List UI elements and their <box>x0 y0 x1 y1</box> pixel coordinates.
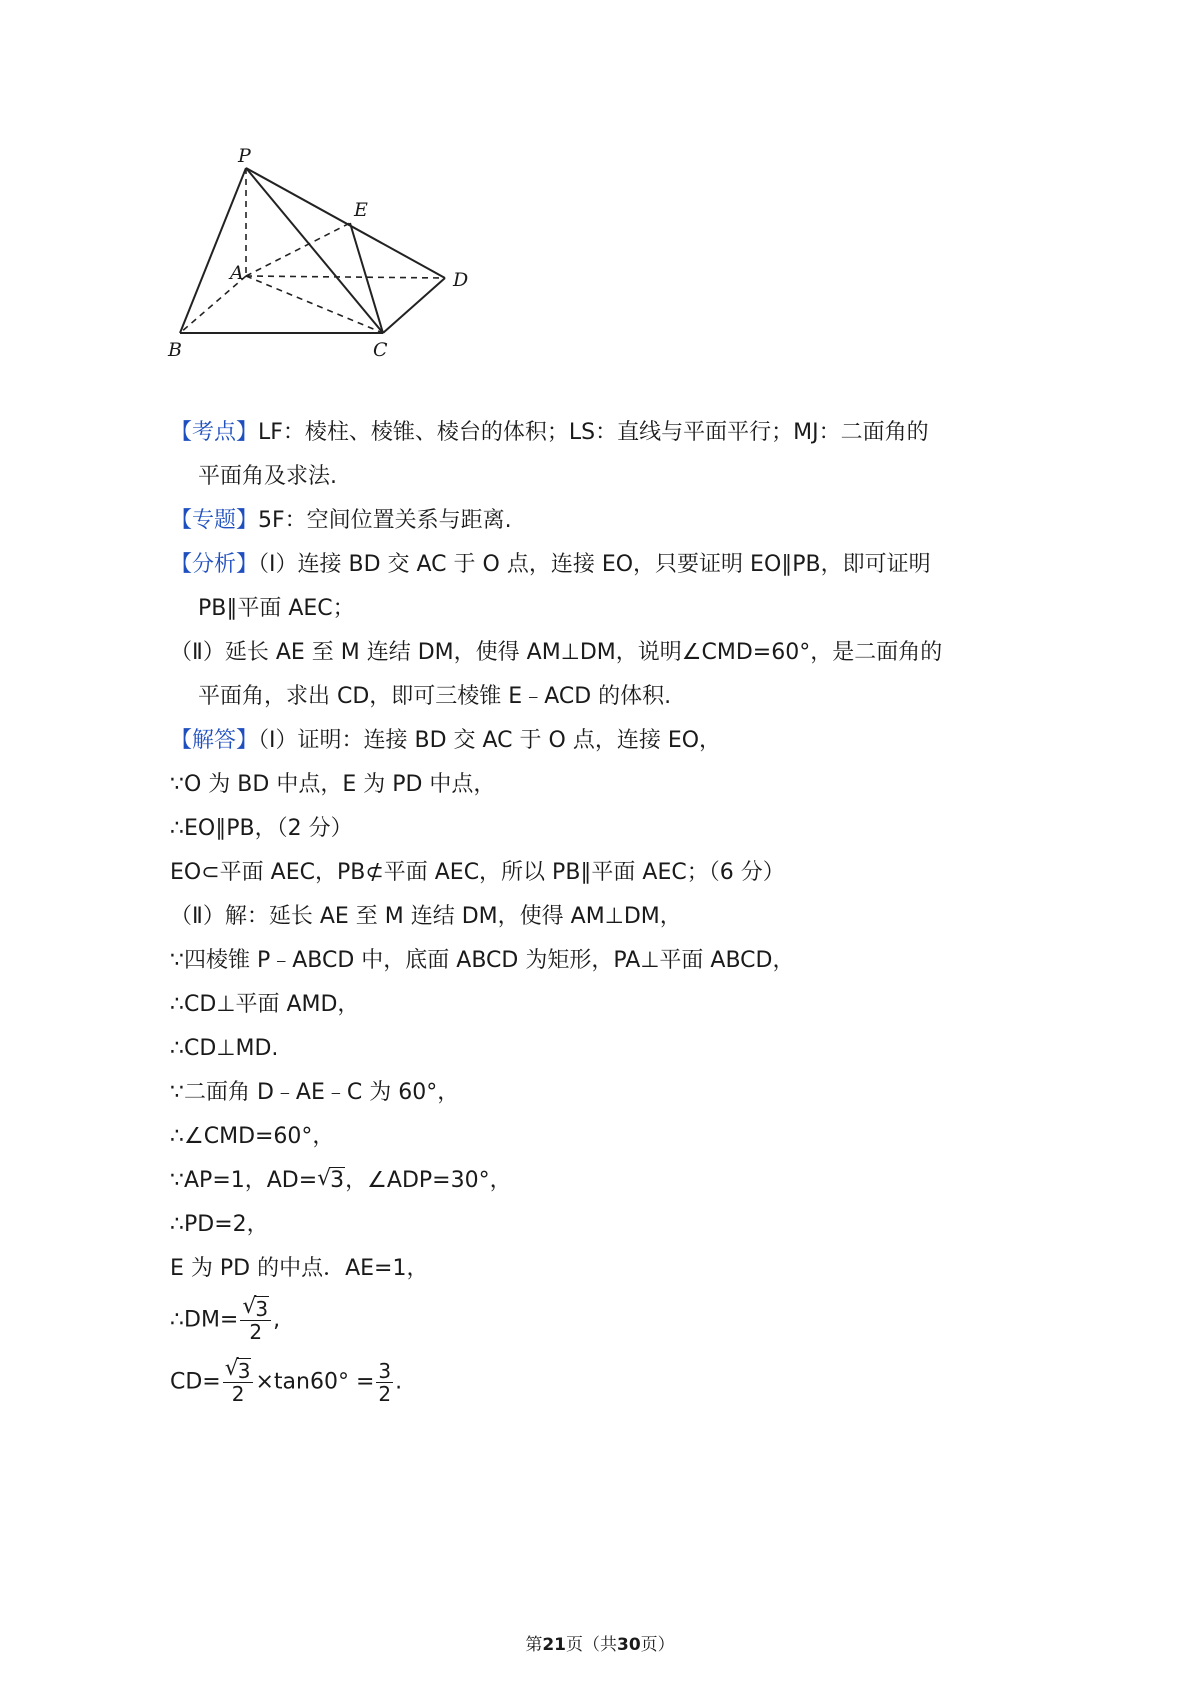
label-p: P <box>238 145 251 167</box>
fenxi-text: （Ⅰ）连接 BD 交 AC 于 O 点，连接 EO，只要证明 EO∥PB，即可证明 <box>258 552 931 577</box>
fraction-dm: √ 3 2 <box>240 1298 271 1343</box>
pyramid-figure <box>170 140 500 380</box>
label-d: D <box>453 269 469 291</box>
edge-cd <box>383 278 445 333</box>
step-11-text: ∴PD=2， <box>170 1212 269 1237</box>
step-13-pre: ∴DM= <box>170 1307 239 1333</box>
jieda-text: （Ⅰ）证明：连接 BD 交 AC 于 O 点，连接 EO， <box>258 728 722 753</box>
footer-post: 页） <box>640 1635 675 1655</box>
step-14-post: . <box>395 1369 403 1395</box>
step-6-text: ∴CD⊥平面 AMD， <box>170 992 360 1017</box>
kaodian-text: LF：棱柱、棱锥、棱台的体积；LS：直线与平面平行；MJ：二面角的 <box>258 420 929 445</box>
fraction-cd-2 <box>376 1360 393 1405</box>
fenxi-text-cont: PB∥平面 AEC； <box>198 596 355 621</box>
step-14-pre: CD= <box>170 1369 221 1395</box>
line-step-14 <box>170 1356 403 1406</box>
line-step-6 <box>170 990 359 1020</box>
label-e: E <box>354 199 368 221</box>
label-a: A <box>230 262 244 284</box>
line-step-1 <box>170 770 495 800</box>
fraction-dm-num: 3 <box>255 1297 269 1321</box>
fraction-cd-2-num: 3 <box>378 1359 392 1383</box>
footer-page-number: 21 <box>542 1635 566 1655</box>
line-step-11 <box>170 1210 269 1240</box>
line-kaodian-cont <box>198 462 337 492</box>
kaodian-text-cont: 平面角及求法. <box>198 464 337 489</box>
step-7-text: ∴CD⊥MD. <box>170 1036 279 1061</box>
edge-ac <box>246 276 383 333</box>
zhuanti-text: 5F：空间位置关系与距离. <box>258 508 512 533</box>
tag-zhuanti: 【专题】 <box>170 508 259 533</box>
edge-pb <box>180 168 246 333</box>
label-b: B <box>168 339 182 361</box>
tag-fenxi: 【分析】 <box>170 552 259 577</box>
line-step-3 <box>170 858 785 888</box>
step-14-mid: ×tan60° = <box>255 1369 375 1395</box>
edge-pc <box>246 168 383 333</box>
line-step-5 <box>170 946 794 976</box>
edge-ad <box>246 276 445 278</box>
line-zhuanti <box>170 506 512 536</box>
line-kaodian <box>170 418 929 448</box>
line-step-9 <box>170 1122 334 1152</box>
sqrt-3: √ 3 <box>317 1166 345 1193</box>
line-jieda <box>170 726 721 756</box>
line-step-2 <box>170 814 353 844</box>
fraction-cd-1-den: 2 <box>231 1382 245 1406</box>
fraction-dm-den: 2 <box>249 1320 263 1344</box>
line-fenxi <box>170 550 931 580</box>
step-5-text: ∵四棱锥 P﹣ABCD 中，底面 ABCD 为矩形，PA⊥平面 ABCD， <box>170 948 795 973</box>
step-1-text: ∵O 为 BD 中点，E 为 PD 中点， <box>170 772 496 797</box>
edge-ab <box>180 276 246 333</box>
line-step-7 <box>170 1034 278 1064</box>
footer-total-pages: 30 <box>617 1635 641 1655</box>
step-9-text: ∴∠CMD=60°， <box>170 1124 335 1149</box>
line-step-8 <box>170 1078 459 1108</box>
step-2-text: ∴EO∥PB，（2 分） <box>170 816 353 841</box>
fraction-cd-1-num: 3 <box>237 1359 251 1383</box>
line-fenxi-cont <box>198 594 355 624</box>
footer-pre: 第 <box>525 1635 543 1655</box>
step-13-post: , <box>273 1307 281 1333</box>
fraction-cd-1: √ 3 2 <box>223 1360 254 1405</box>
tag-jieda: 【解答】 <box>170 728 259 753</box>
line-step-12 <box>170 1254 428 1284</box>
label-c: C <box>373 339 388 361</box>
step-3-text: EO⊂平面 AEC，PB⊄平面 AEC，所以 PB∥平面 AEC；（6 分） <box>170 860 785 885</box>
line-step-13 <box>170 1294 281 1344</box>
page-footer <box>0 1630 1200 1655</box>
line-step-4 <box>170 902 682 932</box>
step-8-text: ∵二面角 D﹣AE﹣C 为 60°， <box>170 1080 460 1105</box>
step-12-text: E 为 PD 的中点．AE=1， <box>170 1256 429 1281</box>
line-fenxi-2 <box>170 638 942 668</box>
sqrt-3-value: 3 <box>330 1168 345 1193</box>
tag-kaodian: 【考点】 <box>170 420 259 445</box>
line-step-10 <box>170 1166 512 1196</box>
fraction-cd-2-den: 2 <box>378 1382 392 1406</box>
step-10-post: ，∠ADP=30°， <box>345 1168 512 1193</box>
step-4-text: （Ⅱ）解：延长 AE 至 M 连结 DM，使得 AM⊥DM， <box>170 904 682 929</box>
fenxi-part2-text: （Ⅱ）延长 AE 至 M 连结 DM，使得 AM⊥DM，说明∠CMD=60°，是二面角的 <box>170 640 943 665</box>
fenxi-part2-cont: 平面角，求出 CD，即可三棱锥 E﹣ACD 的体积. <box>198 684 672 709</box>
step-10-pre: ∵AP=1，AD= <box>170 1168 318 1193</box>
footer-mid: 页（共 <box>566 1635 617 1655</box>
line-fenxi-2-cont <box>198 682 671 712</box>
